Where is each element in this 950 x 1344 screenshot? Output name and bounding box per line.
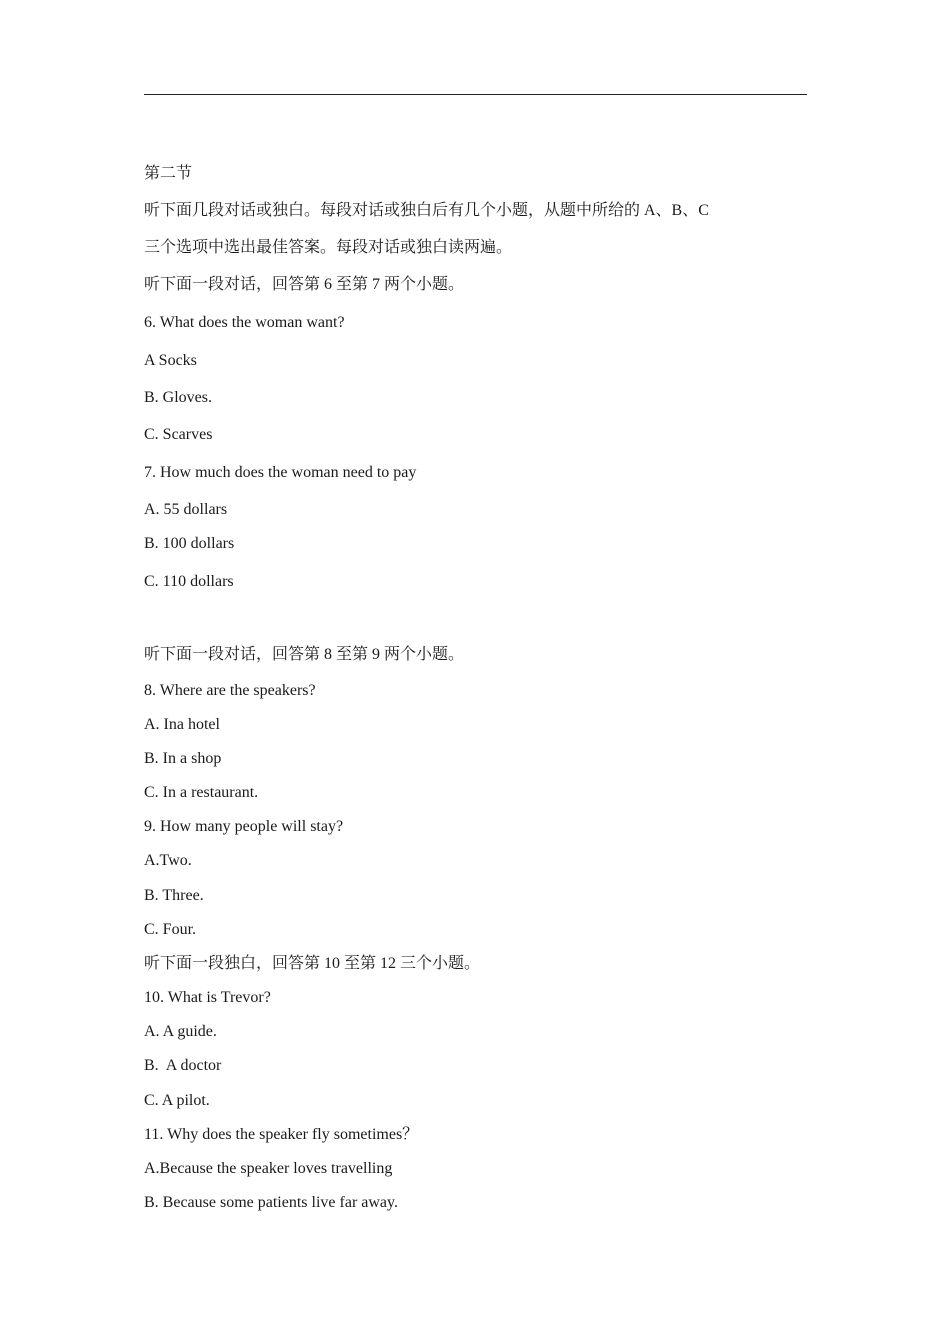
question-7-option-c: C. 110 dollars: [144, 573, 234, 590]
question-9-option-a: A.Two.: [144, 852, 192, 869]
question-11-option-b: B. Because some patients live far away.: [144, 1194, 398, 1211]
question-7-stem: 7. How much does the woman need to pay: [144, 464, 417, 481]
question-6-option-b: B. Gloves.: [144, 389, 212, 406]
question-6-option-a: A Socks: [144, 352, 197, 369]
question-11-option-a: A.Because the speaker loves travelling: [144, 1160, 393, 1177]
question-10-option-a: A. A guide.: [144, 1023, 217, 1040]
section-title: 第二节: [144, 165, 193, 182]
question-9-option-c: C. Four.: [144, 921, 197, 938]
question-7-option-b: B. 100 dollars: [144, 535, 235, 552]
question-8-stem: 8. Where are the speakers?: [144, 682, 316, 699]
question-9-stem: 9. How many people will stay?: [144, 818, 344, 835]
question-8-option-b: B. In a shop: [144, 750, 222, 767]
question-10-option-c: C. A pilot.: [144, 1092, 210, 1109]
instruction-line-1: 听下面几段对话或独白。每段对话或独白后有几个小题，从题中所给的 A、B、C: [144, 202, 709, 219]
question-9-option-b: B. Three.: [144, 887, 204, 904]
instruction-line-2: 三个选项中选出最佳答案。每段对话或独白读两遍。: [144, 239, 513, 256]
question-10-option-b: B. A doctor: [144, 1057, 222, 1074]
header-rule: [144, 94, 807, 95]
question-10-stem: 10. What is Trevor?: [144, 989, 271, 1006]
group1-intro: 听下面一段对话，回答第 6 至第 7 两个小题。: [144, 276, 465, 293]
group3-intro: 听下面一段独白，回答第 10 至第 12 三个小题。: [144, 955, 481, 972]
question-8-option-a: A. Ina hotel: [144, 716, 220, 733]
question-11-stem: 11. Why does the speaker fly sometimes？: [144, 1126, 419, 1143]
group2-intro: 听下面一段对话，回答第 8 至第 9 两个小题。: [144, 646, 465, 663]
question-7-option-a: A. 55 dollars: [144, 501, 228, 518]
question-6-stem: 6. What does the woman want?: [144, 314, 345, 331]
question-6-option-c: C. Scarves: [144, 426, 213, 443]
question-8-option-c: C. In a restaurant.: [144, 784, 259, 801]
